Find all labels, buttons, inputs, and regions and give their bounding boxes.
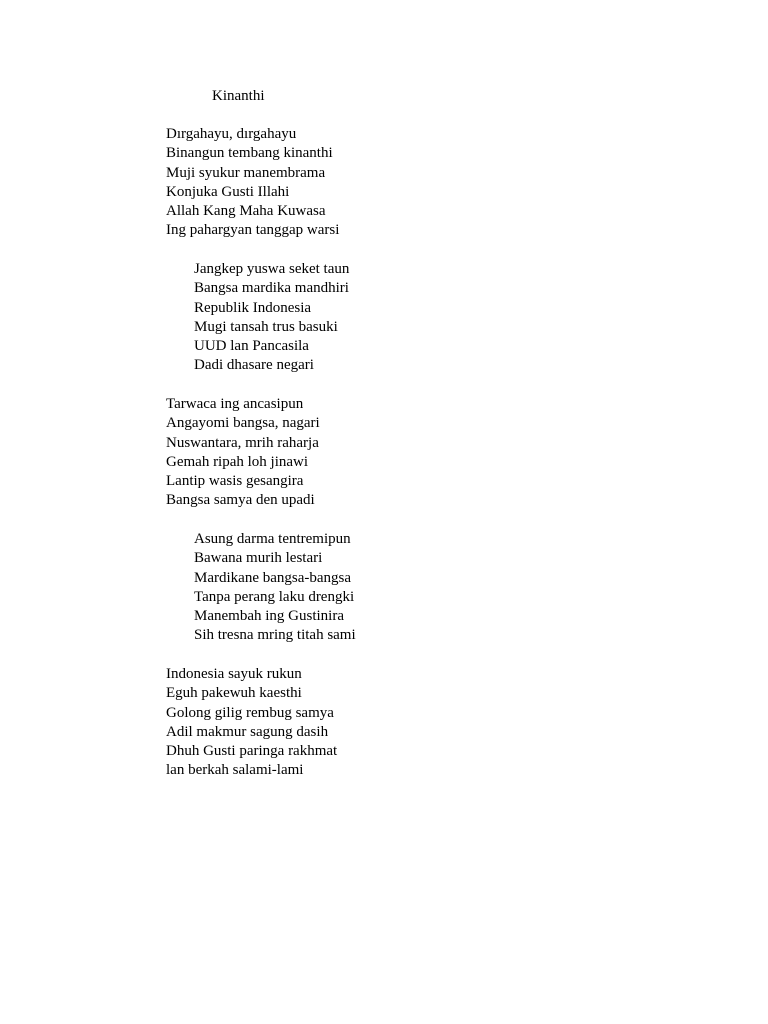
stanza-4 (194, 530, 356, 646)
poem-line: Golong gilig rembug samya (166, 704, 334, 721)
poem-line: Sih tresna mring titah sami (194, 627, 356, 644)
stanza-5 (166, 665, 337, 781)
poem-line: Allah Kang Maha Kuwasa (166, 203, 326, 220)
poem-line: Muji syukur manembrama (166, 164, 326, 181)
poem-line: Republik Indonesia (194, 299, 312, 316)
stanza-1 (166, 125, 339, 241)
poem-line: Mugi tansah trus basuki (194, 318, 338, 335)
poem-line: lan berkah salami-lami (166, 762, 304, 779)
poem-line: Dadi dhasare negari (194, 357, 314, 374)
poem-line: UUD lan Pancasila (194, 338, 309, 355)
poem-line: Manembah ing Gustinira (194, 608, 344, 625)
poem-line: Adil makmur sagung dasih (166, 723, 329, 740)
poem-line: Angayomi bangsa, nagari (166, 415, 320, 432)
poem-line: Jangkep yuswa seket taun (194, 261, 350, 277)
poem-line: Bangsa mardika mandhiri (194, 280, 349, 297)
poem-line: Bangsa samya den upadi (166, 492, 315, 509)
poem-line: Gemah ripah loh jinawi (166, 453, 309, 470)
poem-line: Mardikane bangsa-bangsa (194, 569, 352, 586)
poem-line: Lantip wasis gesangira (166, 473, 304, 490)
poem-line: Tanpa perang laku drengki (194, 588, 355, 605)
poem-line: Ing pahargyan tanggap warsi (166, 222, 340, 239)
poem-line: Tarwaca ing ancasipun (166, 396, 304, 412)
poem-line: Konjuka Gusti Illahi (166, 183, 290, 200)
poem-line: Dhuh Gusti paringa rakhmat (166, 743, 338, 760)
poem-line: Asung darma tentremipun (194, 531, 351, 547)
poem-line: Bawana murih lestari (194, 550, 323, 567)
poem-line: Dırgahayu, dırgahayu (166, 126, 297, 142)
poem-line: Nuswantara, mrih raharja (166, 434, 319, 451)
poem-line: Binangun tembang kinanthi (166, 145, 333, 162)
poem-line: Eguh pakewuh kaesthi (166, 685, 302, 702)
poem-line: Indonesia sayuk rukun (166, 666, 302, 682)
poem-title: Kinanthi (212, 88, 265, 104)
stanza-2 (194, 260, 349, 376)
stanza-3 (166, 395, 320, 511)
